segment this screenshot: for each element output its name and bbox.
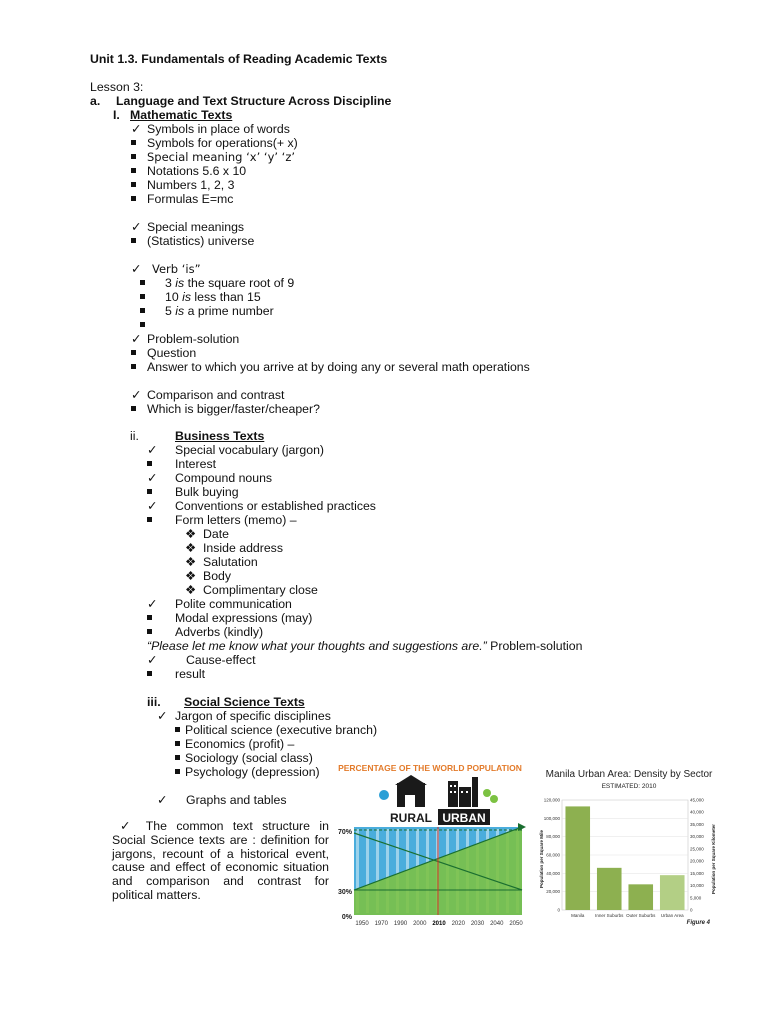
social-title: Social Science Texts: [184, 695, 305, 709]
square-bullet-icon: [147, 625, 152, 639]
year-label: 2000: [413, 921, 427, 927]
y2-tick-label: 40,000: [690, 809, 704, 815]
example-post: a prime number: [184, 304, 274, 318]
square-bullet-icon: [147, 457, 152, 471]
math-item: Answer to which you arrive at by doing any or several math operations: [147, 360, 530, 374]
year-label: 2010: [432, 921, 446, 927]
business-quote: “Please let me know what your thoughts and suggestions are.”: [147, 639, 487, 653]
year-label: 1970: [374, 921, 388, 927]
business-item: Special vocabulary (jargon): [175, 443, 325, 457]
y2-tick-label: 15,000: [690, 870, 704, 876]
year-label: 2030: [470, 921, 485, 927]
density-bar-chart: [534, 764, 720, 928]
example-pre: 5: [165, 304, 176, 318]
diamond-bullet-icon: ❖: [185, 569, 197, 583]
urban-label: URBAN: [442, 811, 486, 825]
y2-tick-label: 20,000: [690, 858, 704, 864]
check-icon: ✓: [131, 388, 142, 402]
check-icon: ✓: [147, 499, 158, 513]
math-marker: I.: [113, 108, 120, 122]
square-bullet-icon: [175, 765, 180, 779]
business-item: Cause-effect: [186, 653, 256, 667]
category-label: Outer Suburbs: [626, 913, 656, 918]
social-item: Jargon of specific disciplines: [175, 709, 331, 723]
category-label: Urban Area: [660, 913, 684, 918]
rural-label: RURAL: [390, 811, 432, 825]
business-item: Adverbs (kindly): [175, 625, 264, 639]
verb-is-label: Verb ‘is”: [152, 262, 201, 276]
business-item: Compound nouns: [175, 471, 273, 485]
social-paragraph: [112, 820, 329, 903]
square-bullet-icon: [147, 611, 152, 625]
business-item: Modal expressions (may): [175, 611, 313, 625]
chart-subtitle: ESTIMATED: 2010: [601, 783, 657, 790]
memo-part: Body: [203, 569, 232, 583]
example-post: the square root of 9: [184, 276, 295, 290]
y-label-30: 30%: [337, 889, 352, 896]
check-icon: ✓: [147, 597, 158, 611]
check-icon: ✓: [147, 443, 158, 457]
diamond-bullet-icon: ❖: [185, 555, 197, 569]
business-item: Form letters (memo) –: [175, 513, 297, 527]
year-label: 1990: [393, 921, 408, 927]
y2-tick-label: 25,000: [690, 846, 704, 852]
square-bullet-icon: [175, 737, 180, 751]
social-marker: iii.: [147, 695, 161, 709]
math-item: Notations 5.6 x 10: [147, 164, 247, 178]
business-item: Polite communication: [175, 597, 292, 611]
social-sub-item: Sociology (social class): [185, 751, 313, 765]
year-label: 2050: [509, 921, 523, 927]
year-label: 1950: [355, 921, 369, 927]
y-tick-label: 120,000: [543, 797, 560, 803]
diamond-bullet-icon: ❖: [185, 583, 197, 597]
math-item: Symbols in place of words: [147, 122, 290, 136]
business-item: Interest: [175, 457, 217, 471]
social-sub-item: Psychology (depression): [185, 765, 320, 779]
social-sub-item: Economics (profit) –: [185, 737, 295, 751]
y2-tick-label: 0: [690, 907, 693, 913]
category-label: Manila: [571, 913, 585, 918]
verb-example: [165, 304, 274, 318]
bar-manila: [565, 806, 590, 910]
y2-tick-label: 5,000: [690, 895, 702, 901]
bar-urban-area: [660, 875, 685, 910]
square-bullet-icon: [147, 667, 152, 681]
chart-title: Manila Urban Area: Density by Sector: [545, 769, 713, 780]
business-item: Conventions or established practices: [175, 499, 376, 513]
example-verb: is: [175, 276, 185, 290]
diamond-bullet-icon: ❖: [185, 541, 197, 555]
math-item: Which is bigger/faster/cheaper?: [147, 402, 320, 416]
paragraph-text: The common text structure in Social Science texts are : definition for jargons, recount of a historical event, cause and effect of economic situation and comparison and contrast for political matters.: [112, 819, 329, 902]
y2-tick-label: 45,000: [690, 797, 704, 803]
memo-part: Date: [203, 527, 229, 541]
population-title: PERCENTAGE OF THE WORLD POPULATION: [338, 763, 522, 773]
business-marker: ii.: [130, 429, 139, 443]
math-item: Question: [147, 346, 197, 360]
square-bullet-icon: [131, 164, 136, 178]
math-item: Problem-solution: [147, 332, 240, 346]
square-bullet-icon: [140, 276, 145, 290]
example-pre: 10: [165, 290, 183, 304]
business-item: result: [175, 667, 206, 681]
example-post: less than 15: [191, 290, 261, 304]
math-title: Mathematic Texts: [130, 108, 233, 122]
math-item: Numbers 1, 2, 3: [147, 178, 235, 192]
square-bullet-icon: [140, 290, 145, 304]
social-sub-item: Political science (executive branch): [185, 723, 378, 737]
square-bullet-icon: [175, 751, 180, 765]
social-item: Graphs and tables: [186, 793, 287, 807]
memo-part: Inside address: [203, 541, 283, 555]
y-label-70: 70%: [337, 829, 352, 836]
memo-part: Complimentary close: [203, 583, 318, 597]
square-bullet-icon: [147, 513, 152, 527]
check-icon: ✓: [157, 793, 168, 807]
y2-tick-label: 30,000: [690, 834, 704, 840]
y-tick-label: 40,000: [546, 870, 560, 876]
unit-title: Unit 1.3. Fundamentals of Reading Academic Texts: [90, 52, 388, 66]
square-bullet-icon: [175, 723, 180, 737]
check-icon: ✓: [147, 471, 158, 485]
population-figure: [332, 757, 528, 929]
diamond-bullet-icon: ❖: [185, 527, 197, 541]
square-bullet-icon: [131, 360, 136, 374]
business-item: Bulk buying: [175, 485, 239, 499]
chart-ylabel: Population per Square Mile: [539, 829, 544, 889]
example-verb: is: [182, 290, 191, 304]
math-item: Formulas E=mc: [147, 192, 234, 206]
math-item: Special meanings: [147, 220, 245, 234]
y-tick-label: 0: [557, 907, 560, 913]
lesson-label: Lesson 3:: [90, 80, 144, 94]
y-tick-label: 20,000: [546, 889, 560, 895]
check-icon: ✓: [120, 819, 137, 833]
check-icon: ✓: [131, 122, 142, 136]
math-item: Comparison and contrast: [147, 388, 285, 402]
square-bullet-icon: [131, 178, 136, 192]
bar-inner-suburbs: [597, 868, 622, 910]
square-bullet-icon: [140, 318, 145, 332]
math-item: Symbols for operations(+ x): [147, 136, 298, 150]
verb-example: [165, 276, 294, 290]
check-icon: ✓: [131, 262, 142, 276]
square-bullet-icon: [131, 192, 136, 206]
check-icon: ✓: [131, 220, 142, 234]
figure-label: Figure 4: [686, 920, 710, 926]
example-verb: is: [175, 304, 185, 318]
business-title: Business Texts: [175, 429, 265, 443]
square-bullet-icon: [131, 402, 136, 416]
section-a-title: Language and Text Structure Across Discipline: [116, 94, 392, 108]
check-icon: ✓: [131, 332, 142, 346]
chart-y2label: Population per Square Kilometer: [711, 823, 716, 895]
section-a-marker: a.: [90, 94, 101, 108]
rural-dot-icon: [379, 790, 389, 800]
square-bullet-icon: [131, 234, 136, 248]
square-bullet-icon: [131, 346, 136, 360]
y-tick-label: 60,000: [546, 852, 560, 858]
category-label: Inner Suburbs: [595, 913, 624, 918]
y2-tick-label: 35,000: [690, 821, 704, 827]
urban-dot-icon: [483, 789, 491, 797]
bar-outer-suburbs: [628, 884, 653, 910]
square-bullet-icon: [147, 485, 152, 499]
y-label-0: 0%: [341, 914, 352, 921]
business-quote-line: [147, 639, 582, 653]
math-item: Special meaning ‘x’ ‘y’ ‘z’: [147, 150, 296, 164]
y2-tick-label: 10,000: [690, 883, 704, 889]
square-bullet-icon: [140, 304, 145, 318]
year-label: 2020: [451, 921, 465, 927]
square-bullet-icon: [131, 136, 136, 150]
verb-example: [165, 290, 261, 304]
year-label: 2040: [490, 921, 504, 927]
y-tick-label: 100,000: [543, 815, 560, 821]
y-tick-label: 80,000: [546, 834, 560, 840]
business-quote-suffix: Problem-solution: [486, 639, 583, 653]
check-icon: ✓: [147, 653, 158, 667]
math-item: (Statistics) universe: [147, 234, 255, 248]
example-pre: 3: [165, 276, 176, 290]
check-icon: ✓: [157, 709, 168, 723]
square-bullet-icon: [131, 150, 136, 164]
memo-part: Salutation: [203, 555, 258, 569]
